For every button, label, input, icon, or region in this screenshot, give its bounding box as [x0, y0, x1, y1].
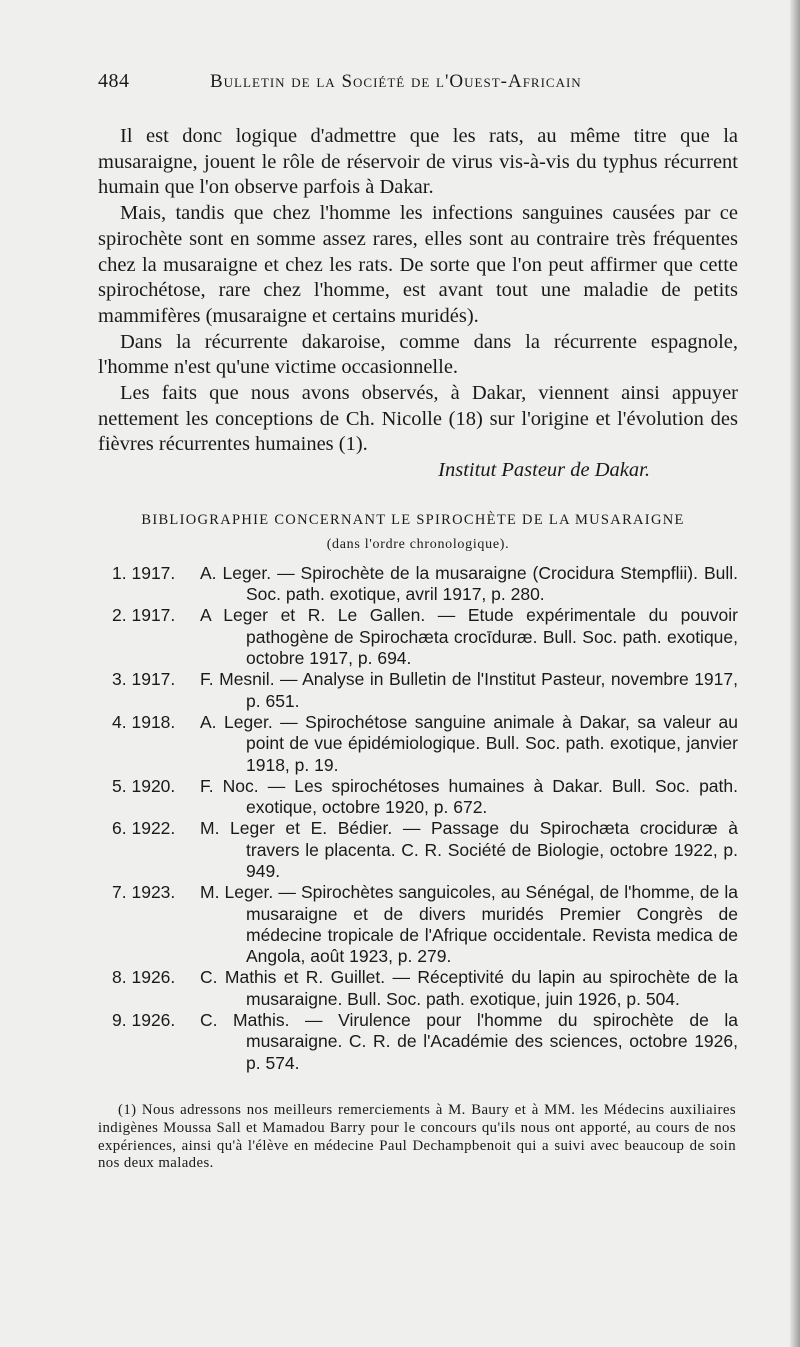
reference-item — [98, 967, 738, 1010]
page-edge-shadow — [790, 0, 800, 1347]
reference-number: 1. — [112, 562, 127, 583]
reference-number: 7. — [112, 882, 127, 903]
bibliography-subtitle: (dans l'ordre chronologique). — [326, 536, 510, 552]
reference-item — [98, 712, 738, 776]
bibliography-title: BIBLIOGRAPHIE CONCERNANT LE SPIROCHÈTE DE LA MUSARAIGNE — [141, 511, 685, 528]
paragraph: Mais, tandis que chez l'homme les infections sanguines causées par ce spirochète sont en somme assez rares, elles sont au contraire très fréquentes chez la musaraigne et chez les rats. De sorte que l'on peut affirmer que cette spirochétose, rare chez l'homme, est avant tout une maladie de petits mammifères (musaraigne et certains muridés). — [98, 202, 738, 327]
reference-year: 1926. — [131, 1010, 176, 1031]
reference-year: 1920. — [131, 775, 176, 796]
reference-year: 1923. — [131, 882, 176, 903]
reference-item — [98, 563, 738, 606]
reference-number: 8. — [112, 967, 127, 988]
reference-item — [98, 1010, 738, 1074]
reference-text: F. Noc. — Les spirochétoses humaines à Dakar. Bull. Soc. path. exotique, octobre 1920, p. 672. — [200, 775, 738, 818]
paragraph: Les faits que nous avons observés, à Dakar, viennent ainsi appuyer nettement les conceptions de Ch. Nicolle (18) sur l'origine et l'évolution des fièvres récurrentes humaines (1). — [98, 382, 738, 456]
reference-text: F. Mesnil. — Analyse in Bulletin de l'Institut Pasteur, novembre 1917, p. 651. — [200, 669, 738, 711]
reference-text: A. Leger. — Spirochétose sanguine animale à Dakar, sa valeur au point de vue épidémiologique. Bull. Soc. path. exotique, janvier 1918, p. 19. — [200, 711, 738, 775]
reference-item — [98, 605, 738, 669]
paragraph: Dans la récurrente dakaroise, comme dans la récurrente espagnole, l'homme n'est qu'une victime occasionnelle. — [98, 330, 738, 379]
reference-number: 9. — [112, 1010, 127, 1031]
reference-text: A. Leger. — Spirochète de la musaraigne (Crocidura Stempflii). Bull. Soc. path. exotique, avril 1917, p. 280. — [200, 562, 738, 605]
reference-year: 1918. — [131, 711, 176, 732]
reference-year: 1922. — [131, 818, 176, 839]
reference-year: 1926. — [131, 967, 176, 988]
reference-number: 3. — [112, 669, 127, 690]
reference-number: 2. — [112, 605, 127, 626]
reference-number: 4. — [112, 711, 127, 732]
reference-text: M. Leger. — Spirochètes sanguicoles, au Sénégal, de l'homme, de la musaraigne et de divers muridés Premier Congrès de médecine tropicale de l'Afrique occidentale. Revista medica de Angola, août 1923, p. 279. — [200, 882, 738, 967]
page-number: 484 — [98, 70, 130, 92]
article-body — [98, 124, 738, 484]
reference-text: M. Leger et E. Bédier. — Passage du Spirochæta crociduræ à travers le placenta. C. R. Société de Biologie, octobre 1922, p. 949. — [200, 818, 738, 881]
reference-item — [98, 776, 738, 819]
reference-text: A Leger et R. Le Gallen. — Etude expérimentale du pouvoir pathogène de Spirochæta crocīduræ. Bull. Soc. path. exotique, octobre 1917, p. 694. — [200, 605, 738, 669]
reference-item — [98, 669, 738, 712]
reference-year: 1917. — [131, 669, 176, 690]
reference-item — [98, 818, 738, 882]
reference-year: 1917. — [131, 562, 176, 583]
bibliography-list — [98, 563, 738, 1074]
signature: Institut Pasteur de Dakar. — [438, 459, 650, 482]
reference-item — [98, 882, 738, 967]
reference-number: 5. — [112, 775, 127, 796]
paragraph: Il est donc logique d'admettre que les rats, au même titre que la musaraigne, jouent le rôle de réservoir de virus vis-à-vis du typhus récurrent humain que l'on observe parfois à Dakar. — [98, 125, 738, 199]
running-header — [98, 70, 738, 106]
footnote — [98, 1102, 738, 1173]
reference-number: 6. — [112, 818, 127, 839]
reference-text: C. Mathis et R. Guillet. — Réceptivité du lapin au spirochète de la musaraigne. Bull. Soc. path. exotique, juin 1926, p. 504. — [200, 967, 738, 1009]
journal-title: Bulletin de la Société de l'Ouest-Africain — [210, 71, 582, 92]
reference-year: 1917. — [131, 605, 176, 626]
reference-text: C. Mathis. — Virulence pour l'homme du spirochète de la musaraigne. C. R. de l'Académie des sciences, octobre 1926, p. 574. — [200, 1010, 738, 1073]
footnote-text: (1) Nous adressons nos meilleurs remerciements à M. Baury et à MM. les Médecins auxiliaires indigènes Moussa Sall et Mamadou Barry pour le concours qu'ils nous ont apporté, au cours de nos expériences, ainsi qu'à l'élève en médecine Paul Dechampbenoit qui a suivi avec beaucoup de soin nos deux malades. — [98, 1101, 736, 1172]
